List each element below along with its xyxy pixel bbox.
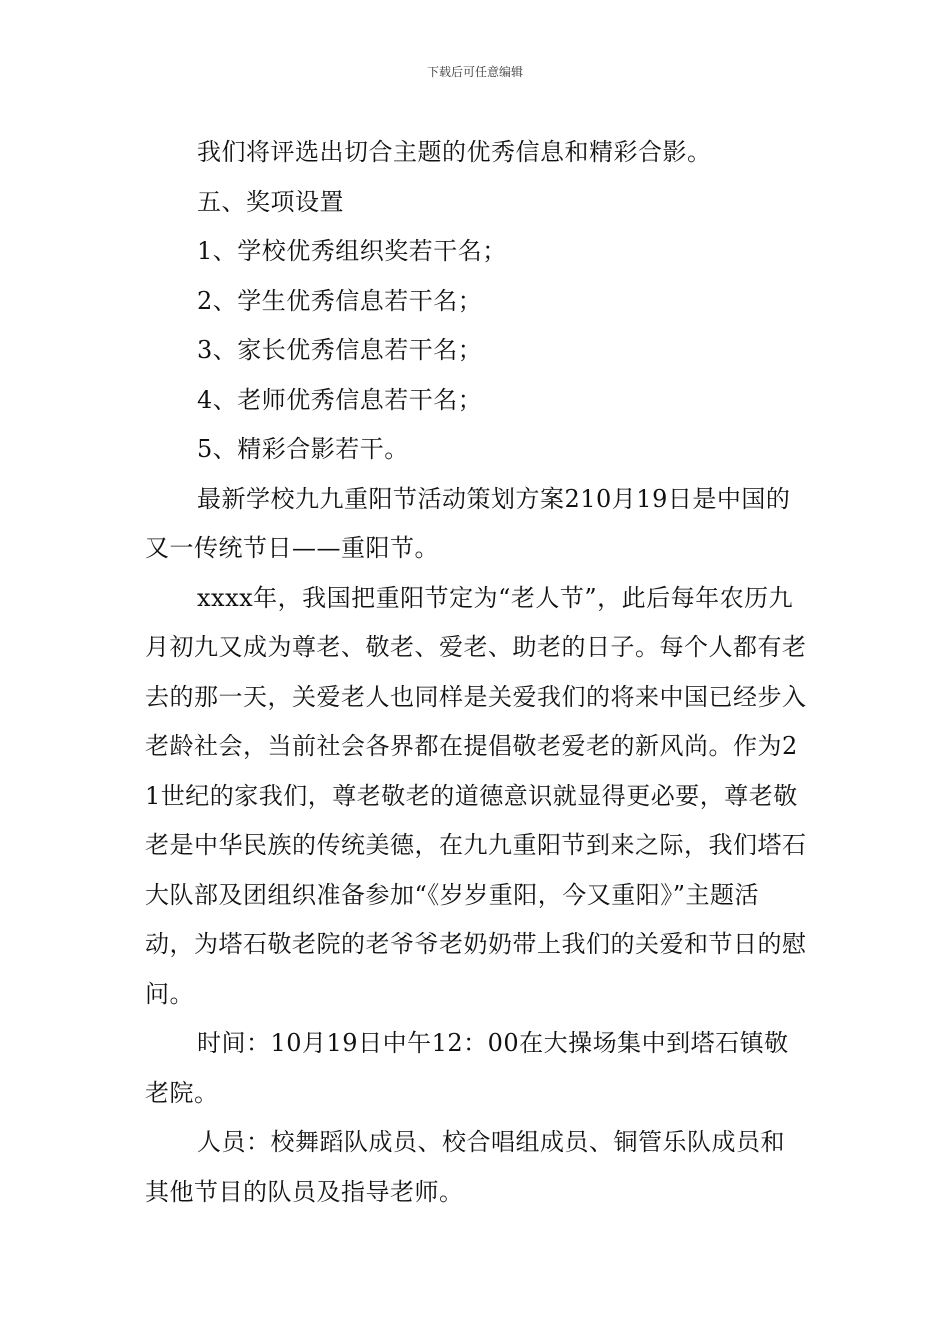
list-item-award-3: 3、家长优秀信息若干名；	[197, 336, 483, 364]
paragraph-time: 时间：10月19日中午12：00在大操场集中到塔石镇敬老院。	[145, 1029, 789, 1107]
section-heading-awards: 五、奖项设置	[197, 187, 344, 216]
list-item-award-1: 1、学校优秀组织奖若干名；	[197, 237, 507, 265]
paragraph-photo-selection: 我们将评选出切合主题的优秀信息和精彩合影。	[197, 138, 712, 166]
list-item-award-5: 5、精彩合影若干。	[197, 435, 409, 463]
page-header: 下载后可任意编辑	[426, 65, 523, 79]
paragraph-plan-intro: 最新学校九九重阳节活动策划方案210月19日是中国的又一传统节日——重阳节。	[145, 484, 791, 562]
list-item-award-4: 4、老师优秀信息若干名；	[197, 385, 483, 414]
paragraph-background: xxxx年，我国把重阳节定为“老人节”，此后每年农历九月初九又成为尊老、敬老、爱老、助老的日子。每个人都有老去的那一天，关爱老人也同样是关爱我们的将来中国已经步入老龄社会，当前社会各界都在提倡敬老爱老的新风尚。作为21世纪的家我们，尊老敬老的道德意识就显得更必要，尊老敬老是中华民族的传统美德，在九九重阳节到来之际，我们塔石大队部及团组织准备参加“《岁岁重阳，今又重阳》”主题活动，为塔石敬老院的老爷爷老奶奶带上我们的关爱和节日的慰问。	[145, 583, 807, 1008]
paragraph-personnel: 人员：校舞蹈队成员、校合唱组成员、铜管乐队成员和其他节目的队员及指导老师。	[145, 1128, 785, 1206]
document-body	[145, 128, 807, 1217]
list-item-award-2: 2、学生优秀信息若干名；	[197, 286, 483, 315]
